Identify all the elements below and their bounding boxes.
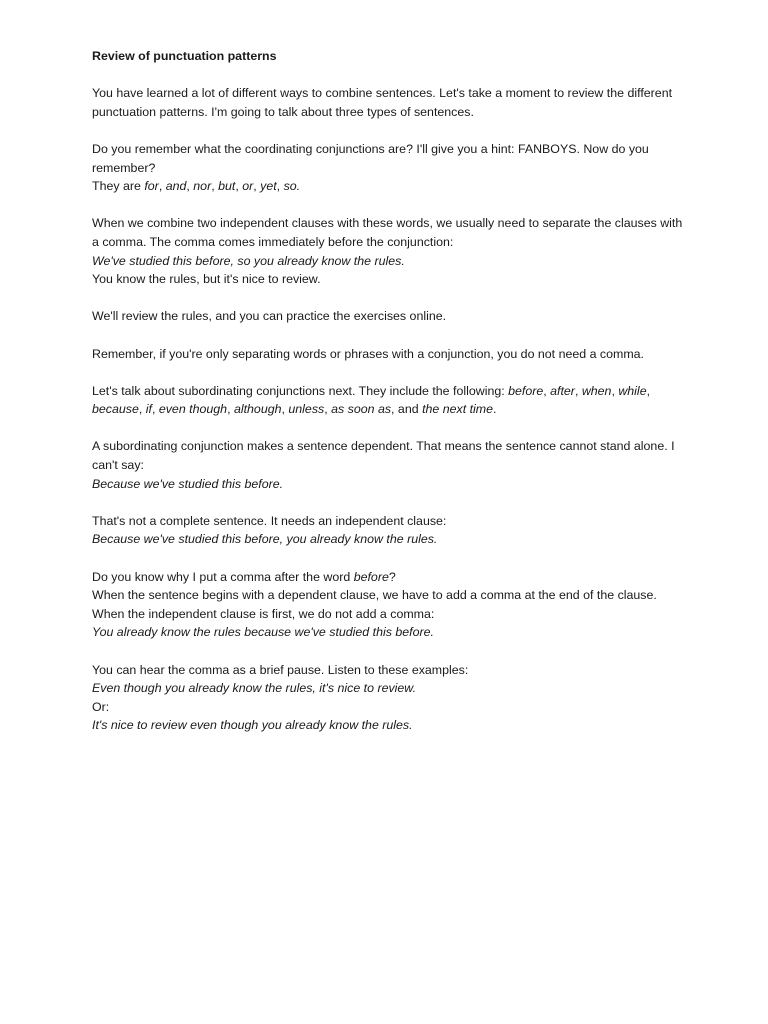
conj-so: so: [283, 179, 297, 194]
comma-rule-1: When the sentence begins with a dependent clause, we have to add a comma at the end of the clause.: [92, 588, 657, 603]
independent-example: We've studied this before, so you already know the rules.: [92, 253, 405, 268]
dependent-paragraph: [92, 437, 692, 493]
conj-for: for: [144, 179, 159, 194]
reminder-text: Remember, if you're only separating words or phrases with a conjunction, you do not need a comma.: [92, 346, 644, 361]
review-paragraph: [92, 307, 692, 326]
sub-the-next-time: the next time: [422, 402, 494, 417]
comma-placement-paragraph: [92, 568, 692, 642]
incomplete-text: That's not a complete sentence. It needs an independent clause:: [92, 513, 447, 528]
intro-paragraph: [92, 84, 692, 121]
dependent-text: A subordinating conjunction makes a sentence dependent. That means the sentence cannot stand alone. I can't say:: [92, 439, 675, 473]
sub-even-though: even though: [158, 402, 228, 417]
sub-when: when: [581, 383, 612, 398]
document-title: Review of punctuation patterns: [92, 49, 277, 63]
intro-text: You have learned a lot of different ways to combine sentences. Let's take a moment to review the different punctuation patterns. I'm going to talk about three types of sentences.: [92, 86, 673, 119]
subordinating-list: Let's talk about subordinating conjunctions next. They include the following: before, after, when, while, because, if, even though, although, unless, as soon as, and the next time.: [92, 383, 651, 417]
document-page: [92, 47, 692, 754]
sub-unless: unless: [288, 402, 325, 417]
conj-nor: nor: [193, 179, 212, 194]
sub-if: if: [145, 402, 152, 417]
comma-rule-2: When the independent clause is first, we do not add a comma:: [92, 606, 435, 621]
sub-because: because: [92, 402, 139, 417]
comma-question: Do you know why I put a comma after the word before?: [92, 569, 396, 584]
review-text: We'll review the rules, and you can practice the exercises online.: [92, 309, 447, 324]
conj-and: and: [165, 179, 187, 194]
independent-example-2: You know the rules, but it's nice to review.: [92, 272, 321, 287]
independent-clauses-paragraph: [92, 214, 692, 288]
incomplete-sentence-paragraph: [92, 512, 692, 549]
reminder-paragraph: [92, 345, 692, 364]
dependent-example: Because we've studied this before.: [92, 476, 284, 491]
coordinating-list: They are for, and, nor, but, or, yet, so.: [92, 179, 301, 194]
pause-paragraph: [92, 661, 692, 735]
pause-or: Or:: [92, 699, 110, 714]
pause-text: You can hear the comma as a brief pause. Listen to these examples:: [92, 662, 469, 677]
complete-example: Because we've studied this before, you already know the rules.: [92, 532, 438, 547]
conj-but: but: [218, 179, 236, 194]
sub-as-soon-as: as soon as: [331, 402, 392, 417]
conj-yet: yet: [260, 179, 277, 194]
pause-example-2: It's nice to review even though you already know the rules.: [92, 718, 413, 733]
sub-before: before: [508, 383, 544, 398]
conj-or: or: [242, 179, 254, 194]
comma-example: You already know the rules because we've studied this before.: [92, 625, 434, 640]
coordinating-question: Do you remember what the coordinating conjunctions are? I'll give you a hint: FANBOYS. Now do you remember?: [92, 141, 649, 175]
sub-after: after: [550, 383, 575, 398]
coordinating-conjunctions-paragraph: [92, 140, 692, 196]
subordinating-conjunctions-paragraph: [92, 382, 692, 419]
word-before: before: [353, 569, 389, 584]
sub-while: while: [618, 383, 647, 398]
independent-clauses-text: When we combine two independent clauses with these words, we usually need to separate the clauses with a comma. The comma comes immediately before the conjunction:: [92, 216, 683, 249]
sub-although: although: [233, 402, 282, 417]
pause-example-1: Even though you already know the rules, it's nice to review.: [92, 681, 417, 696]
